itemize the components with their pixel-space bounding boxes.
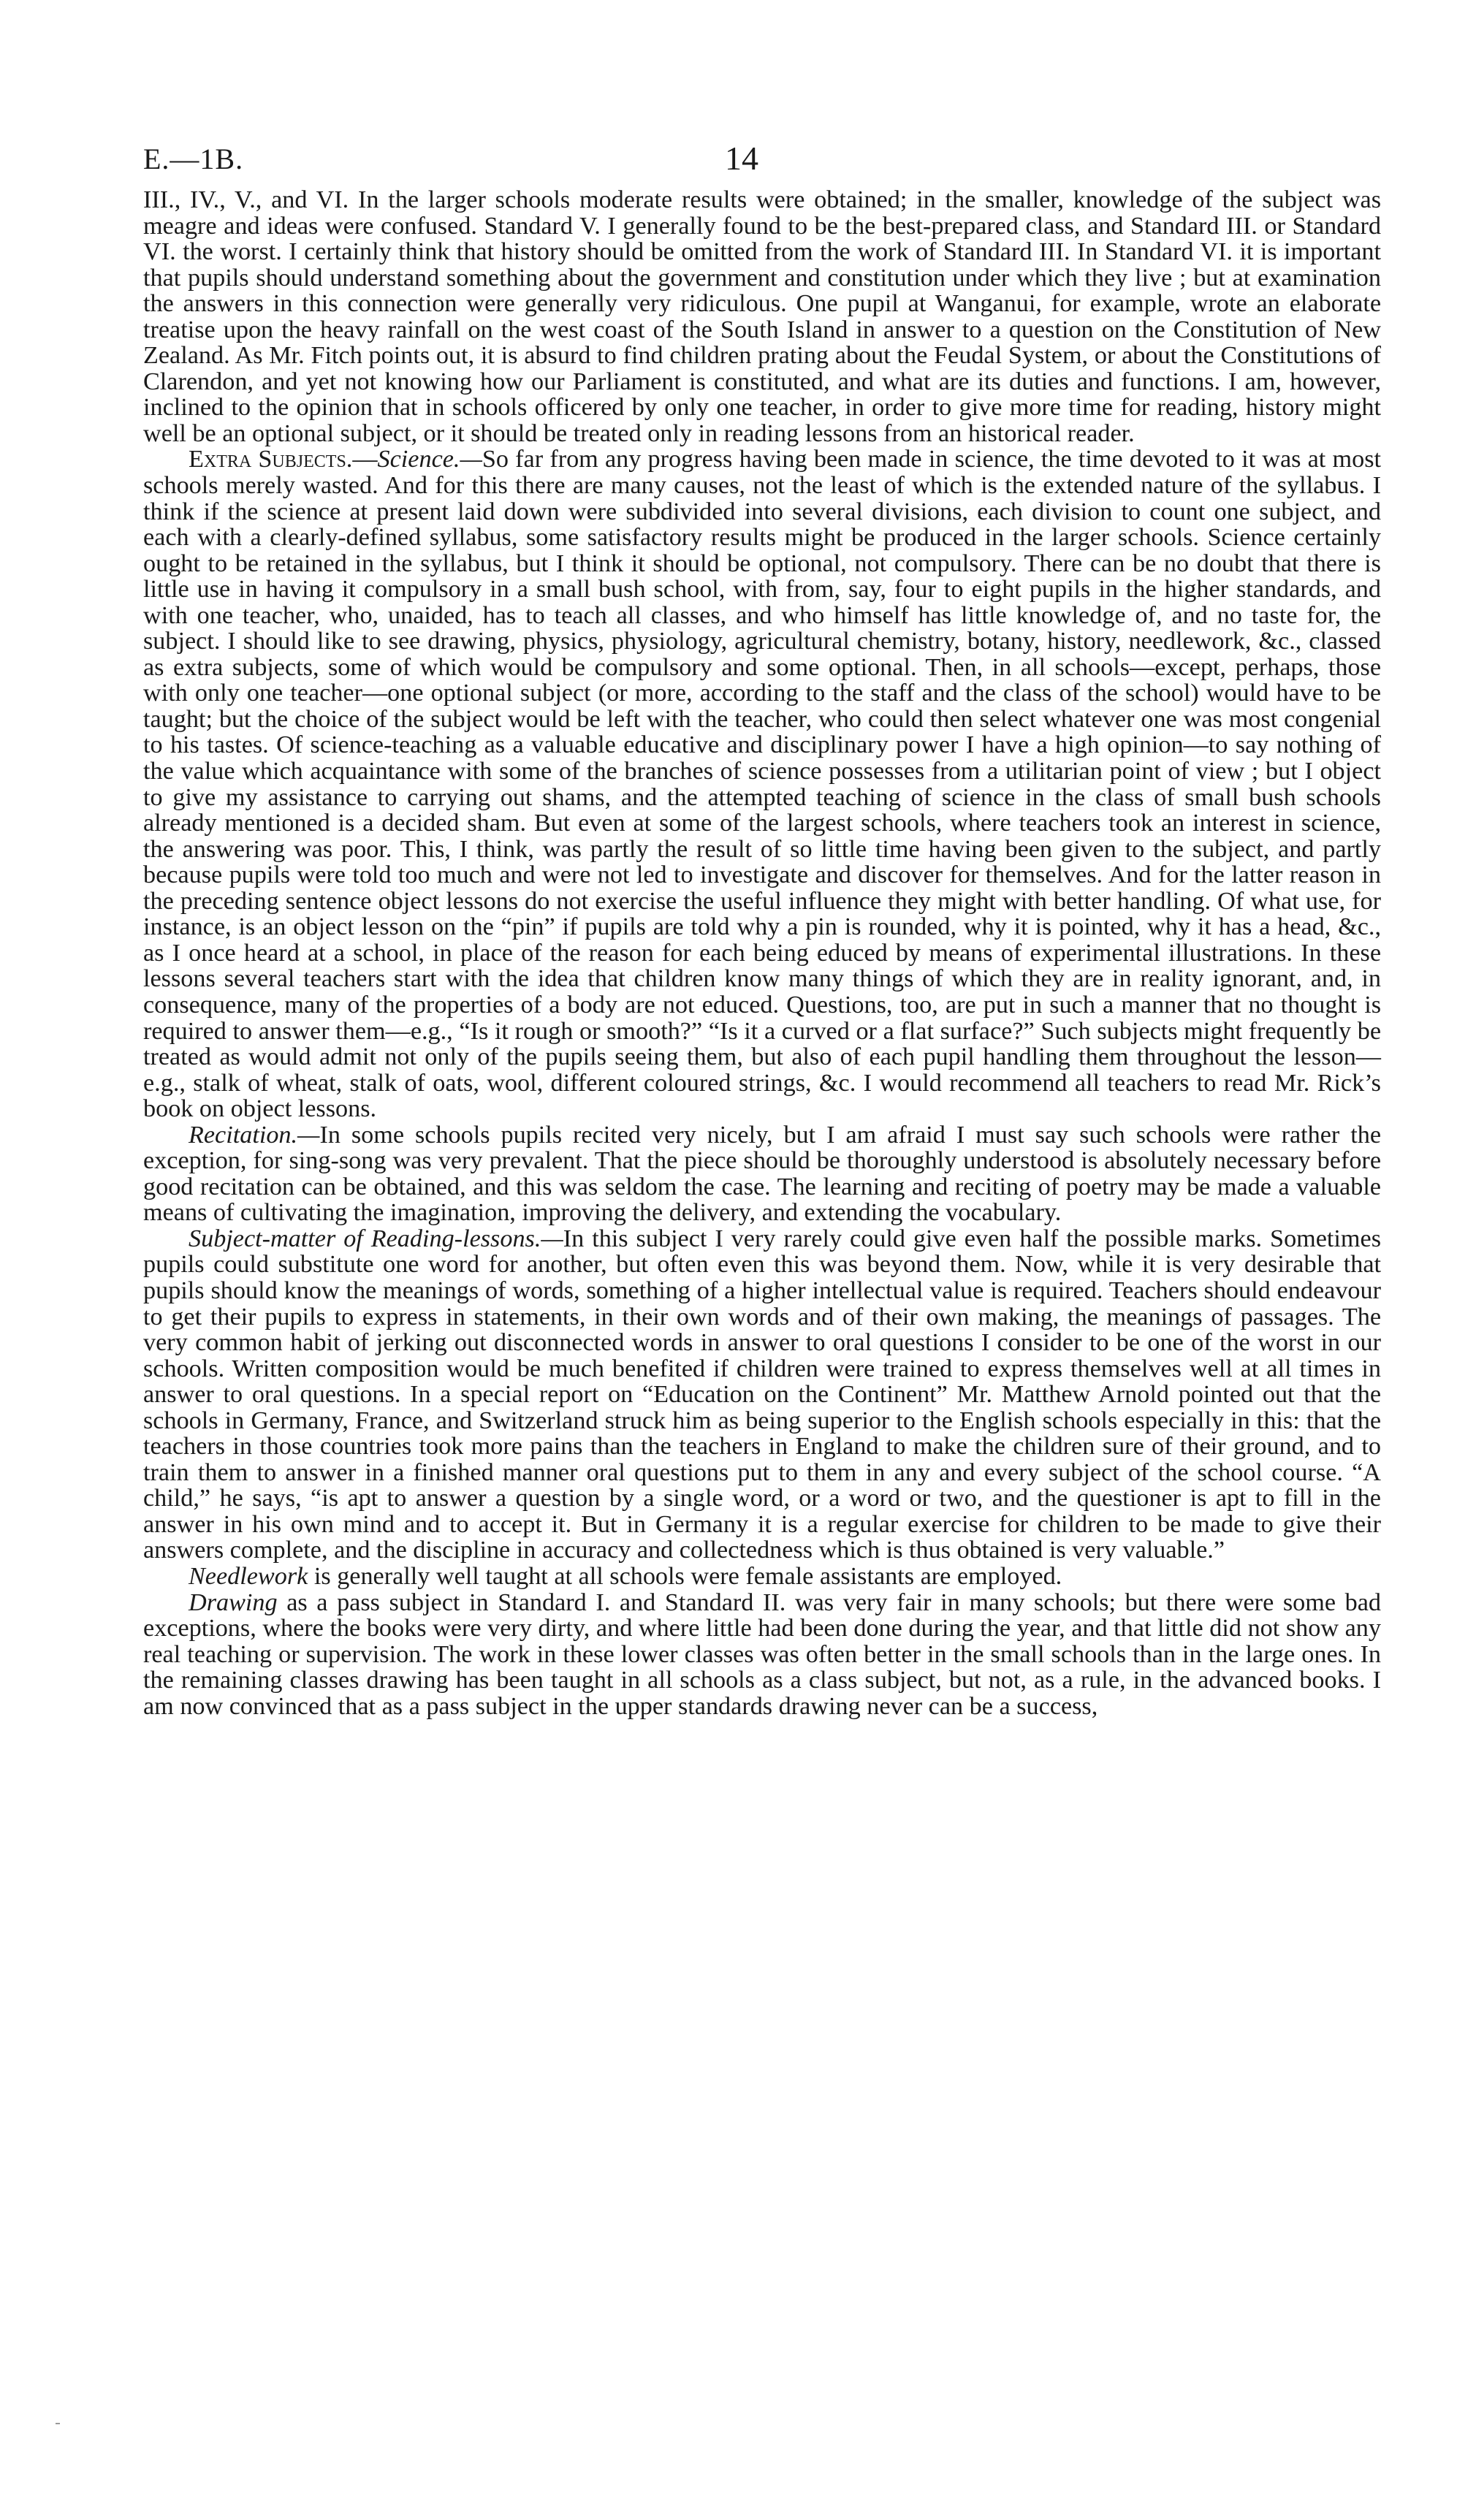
paragraph-recitation: Recitation.—In some schools pupils recited very nicely, but I am afraid I must say such schools were rather the exception, for sing-song was very prevalent. That the piece should be thoroughly understood is absolutely necessary before good recitation can be obtained, and this was seldom the case. The learning and reciting of poetry may be made a valuable means of cultivating the imagination, improving the delivery, and extending the vocabulary. bbox=[143, 1121, 1381, 1227]
subheading-reading-lessons: Subject-matter of Reading-lessons.— bbox=[189, 1225, 563, 1252]
paragraph-reading-lessons: Subject-matter of Reading-lessons.—In this subject I very rarely could give even half the possible marks. Sometimes pupils could substitute one word for another, but often even this was beyond them. Now, while it is very desirable that pupils should know the meanings of words, something of a higher intellectual value is required. Teachers should endeavour to get their pupils to express in statements, in their own words and of their own making, the meanings of passages. The very common habit of jerking out disconnected words in answer to oral questions I consider to be one of the worst in our schools. Written composition would be much benefited if children were trained to express themselves well at all times in answer to oral questions. In a special report on “Education on the Continent” Mr. Matthew Arnold pointed out that the schools in Germany, France, and Switzerland struck him as being superior to the English schools especially in this: that the teachers in those countries took more pains than the teachers in England to make the children sure of their ground, and to train them to answer in a finished manner oral questions put to them in any and every subject of the school course. “A child,” he says, “is apt to answer a question by a single word, or a word or two, and the questioner is apt to fill in the answer in his own mind and to accept it. But in Germany it is a regular exercise for children to be made to give their answers complete, and the discipline in accuracy and collectedness which is thus obtained is very valuable.” bbox=[143, 1225, 1381, 1564]
report-body bbox=[143, 187, 1381, 1719]
paragraph-extra-subjects-science: Extra Subjects.—Science.—So far from any progress having been made in science, the time devoted to it was at most schools merely wasted. And for this there are many causes, not the least of which is the extended nature of the syllabus. I think if the science at present laid down were subdivided into several divisions, each division to count one subject, and each with a clearly-defined syllabus, some satisfactory results might be produced in the larger schools. Science certainly ought to be retained in the syllabus, but I think it should be optional, not compulsory. There can be no doubt that there is little use in having it compulsory in a small bush school, with from, say, four to eight pupils in the higher standards, and with one teacher, who, unaided, has to teach all classes, and who himself has little knowledge of, and no taste for, the subject. I should like to see drawing, physics, physiology, agricultural chemistry, botany, history, needlework, &c., classed as extra subjects, some of which would be compulsory and some optional. Then, in all schools—except, perhaps, those with only one teacher—one optional subject (or more, according to the staff and the class of the school) would have to be taught; but the choice of the subject would be left with the teacher, who could then select whatever one was most congenial to his tastes. Of science-teaching as a valuable educative and disciplinary power I have a high opinion—to say nothing of the value which acquaintance with some of the branches of science possesses from a utilitarian point of view ; but I object to give my assistance to carrying out shams, and the attempted teaching of science in the class of small bush schools already mentioned is a decided sham. But even at some of the largest schools, where teachers took an interest in science, the answering was poor. This, I think, was partly the result of so little time having been given to the subject, and partly because pupils were told too much and were not led to investigate and discover for themselves. And for the latter reason in the preceding sentence object lessons do not exercise the useful influence they might with better handling. Of what use, for instance, is an object lesson on the “pin” if pupils are told why a pin is rounded, why it is pointed, why it has a head, &c., as I once heard at a school, in place of the reason for each being educed by means of experimental illustrations. In these lessons several teachers start with the idea that children know many things of which they are in reality ignorant, and, in consequence, many of the properties of a body are not educed. Questions, too, are put in such a manner that no thought is required to answer them—e.g., “Is it rough or smooth?” “Is it a curved or a flat surface?” Such subjects might frequently be treated as would admit not only of the pupils seeing them, but also of each pupil handling them throughout the lesson—e.g., stalk of wheat, stalk of oats, wool, different coloured strings, &c. I would recommend all teachers to read Mr. Rick’s book on object lessons. bbox=[143, 446, 1382, 1123]
subheading-science: Science.— bbox=[377, 446, 482, 473]
subheading-needlework: Needlework bbox=[189, 1562, 308, 1590]
subheading-recitation: Recitation.— bbox=[189, 1121, 320, 1149]
paragraph-history: III., IV., V., and VI. In the larger schools moderate results were obtained; in the smaller, knowledge of the subject was meagre and ideas were confused. Standard V. I generally found to be the best-prepared class, and Standard III. or Standard VI. the worst. I certainly think that history should be omitted from the work of Standard III. In Standard VI. it is important that pupils should understand something about the government and constitution under which they live ; but at examination the answers in this connection were generally very ridiculous. One pupil at Wanganui, for example, wrote an elaborate treatise upon the heavy rainfall on the west coast of the South Island in answer to a question on the Constitution of New Zealand. As Mr. Fitch points out, it is absurd to find children prating about the Feudal System, or about the Constitutions of Clarendon, and yet not knowing how our Parliament is constituted, and what are its duties and functions. I am, however, inclined to the opinion that in schools officered by only one teacher, in order to give more time for reading, history might well be an optional subject, or it should be treated only in reading lessons from an historical reader. bbox=[143, 186, 1381, 447]
margin-mark bbox=[56, 2423, 60, 2424]
section-heading-extra-subjects: Extra Subjects.— bbox=[189, 446, 378, 473]
page-number: 14 bbox=[725, 140, 758, 177]
paragraph-drawing: Drawing as a pass subject in Standard I. and Standard II. was very fair in many schools; but there were some bad exceptions, where the books were very dirty, and where little had been done during the year, and that little did not show any real teaching or supervision. The work in these lower classes was often better in the small schools than in the large ones. In the remaining classes drawing has been taught in all schools as a class subject, but not, as a rule, in the advanced books. I am now convinced that as a pass subject in the upper standards drawing never can be a success, bbox=[143, 1588, 1381, 1720]
series-reference: E.—1B. bbox=[143, 142, 244, 175]
paragraph-needlework: Needlework is generally well taught at all schools were female assistants are employed. bbox=[189, 1562, 1062, 1590]
subheading-drawing: Drawing bbox=[189, 1588, 278, 1616]
